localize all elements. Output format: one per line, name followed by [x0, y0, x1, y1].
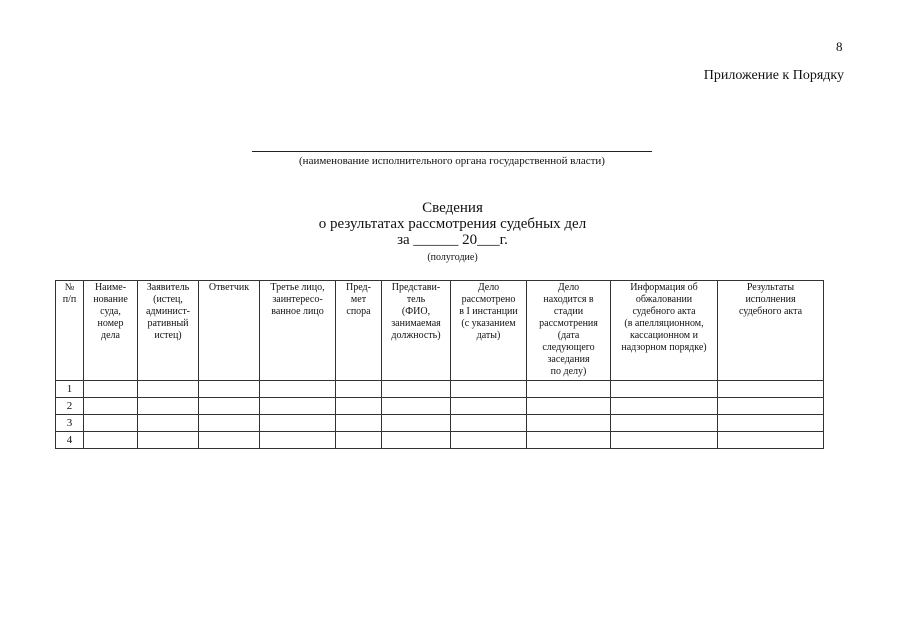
table-cell	[84, 398, 138, 415]
court-cases-table	[55, 280, 824, 449]
table-cell	[451, 381, 527, 398]
table-cell	[382, 381, 451, 398]
column-header: Информация об обжаловании судебного акта (в апелляционном, кассационном и надзорном порядке)	[611, 281, 718, 381]
column-header: Пред- мет спора	[336, 281, 382, 381]
table-cell	[138, 398, 199, 415]
table-cell	[451, 398, 527, 415]
table-header-row	[56, 281, 824, 381]
table-cell	[138, 381, 199, 398]
column-header: Ответчик	[199, 281, 260, 381]
report-title-line-2: о результатах рассмотрения судебных дел	[318, 216, 587, 232]
table-cell	[336, 432, 382, 449]
column-header: Представи- тель (ФИО, занимаемая должность)	[382, 281, 451, 381]
table-cell	[336, 415, 382, 432]
table-cell	[718, 432, 824, 449]
table-row	[56, 432, 824, 449]
table-cell	[382, 415, 451, 432]
appendix-title: Приложение к Порядку	[703, 68, 844, 83]
column-header: Наиме- нование суда, номер дела	[84, 281, 138, 381]
table-cell	[611, 398, 718, 415]
table-row	[56, 415, 824, 432]
table-cell	[199, 432, 260, 449]
table-cell	[718, 381, 824, 398]
organization-name-caption: (наименование исполнительного органа государственной власти)	[299, 155, 605, 167]
table-cell	[199, 381, 260, 398]
row-number: 4	[56, 432, 84, 449]
table-cell	[199, 398, 260, 415]
table-cell	[336, 381, 382, 398]
table-cell	[718, 415, 824, 432]
table-cell	[260, 432, 336, 449]
row-number: 3	[56, 415, 84, 432]
table-cell	[611, 432, 718, 449]
table-cell	[451, 432, 527, 449]
report-title	[0, 200, 905, 248]
table-cell	[138, 415, 199, 432]
row-number: 1	[56, 381, 84, 398]
period-caption: (полугодие)	[427, 252, 478, 263]
table-cell	[527, 415, 611, 432]
column-header: № п/п	[56, 281, 84, 381]
table-cell	[199, 415, 260, 432]
report-title-line-3: за ______ 20___г.	[397, 232, 508, 248]
table-cell	[611, 415, 718, 432]
table-cell	[611, 381, 718, 398]
table-cell	[84, 432, 138, 449]
row-number: 2	[56, 398, 84, 415]
page-number: 8	[836, 39, 843, 54]
table-cell	[84, 381, 138, 398]
table-cell	[260, 415, 336, 432]
table-cell	[527, 381, 611, 398]
table-cell	[84, 415, 138, 432]
organization-name-line	[252, 151, 652, 152]
table-cell	[260, 398, 336, 415]
column-header: Результаты исполнения судебного акта	[718, 281, 824, 381]
table-cell	[527, 432, 611, 449]
table-cell	[451, 415, 527, 432]
table-cell	[336, 398, 382, 415]
column-header: Дело находится в стадии рассмотрения (дата следующего заседания по делу)	[527, 281, 611, 381]
report-title-line-1: Сведения	[422, 200, 483, 216]
table-cell	[260, 381, 336, 398]
column-header: Третье лицо, заинтересо- ванное лицо	[260, 281, 336, 381]
table-row	[56, 381, 824, 398]
table-cell	[138, 432, 199, 449]
table-row	[56, 398, 824, 415]
table-cell	[527, 398, 611, 415]
column-header: Заявитель (истец, админист- ративный истец)	[138, 281, 199, 381]
column-header: Дело рассмотрено в I инстанции (с указанием даты)	[451, 281, 527, 381]
table-cell	[382, 432, 451, 449]
table-cell	[718, 398, 824, 415]
table-cell	[382, 398, 451, 415]
